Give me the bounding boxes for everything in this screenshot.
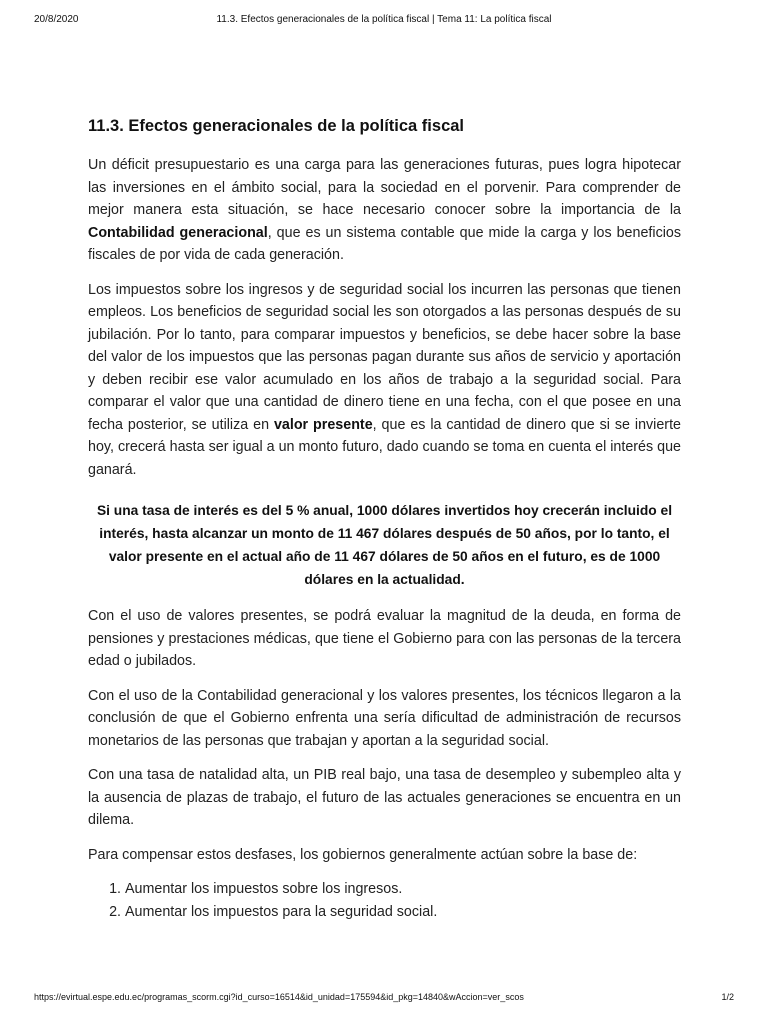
paragraph-conclusion: Con el uso de la Contabilidad generacional y los valores presentes, los técnicos llegaron a la conclusión de que el Gobierno enfrenta una sería dificultad de administración de recursos monetarios de las personas que trabajan y aportan a la seguridad social. [88,687,681,749]
paragraph-taxes-text-b: , que es la cantidad de dinero que si se invierte hoy, crecerá hasta ser igual a un monto futuro, dado cuando se toma en cuenta el interés que ganará. [88,416,681,478]
print-page-title: 11.3. Efectos generacionales de la política fiscal | Tema 11: La política fiscal [216,14,552,25]
paragraph-taxes [88,279,681,482]
paragraph-intro-text-b: , que es un sistema contable que mide la carga y los beneficios fiscales de por vida de cada generación. [88,224,681,263]
paragraph-present-values: Con el uso de valores presentes, se podrá evaluar la magnitud de la deuda, en forma de pensiones y prestaciones médicas, que tiene el Gobierno para con las personas de la tercera edad o jubilados. [88,608,681,669]
article-heading: 11.3. Efectos generacionales de la política fiscal [88,117,465,135]
print-date: 20/8/2020 [34,14,79,25]
term-valor-presente: valor presente [273,416,373,433]
paragraph-compensation: Para compensar estos desfases, los gobiernos generalmente actúan sobre la base de: [88,846,638,863]
list-item: 2. Aumentar los impuestos para la seguridad social. [125,901,681,924]
list-item: 1. Aumentar los impuestos sobre los ingresos. [125,878,681,901]
highlight-example: Si una tasa de interés es del 5 % anual, 1000 dólares invertidos hoy crecerán incluido el interés, hasta alcanzar un monto de 11 467 dólares después de 50 años, por lo tanto, el valor presente en el actual año de 11 467 dólares de 50 años en el futuro, es de 1000 dólares en la actualidad. [96,503,673,587]
page-url: https://evirtual.espe.edu.ec/programas_scorm.cgi?id_curso=16514&id_unidad=175594&id_pkg=14840&wAccion=ver_scos [34,992,524,1002]
print-header [34,14,734,28]
print-footer [34,992,734,1006]
measures-list [88,878,681,923]
paragraph-dilemma: Con una tasa de natalidad alta, un PIB real bajo, una tasa de desempleo y subempleo alta y la ausencia de plazas de trabajo, el futuro de las actuales generaciones se encuentra en un dilema. [88,767,681,828]
page-number: 1/2 [721,992,734,1002]
paragraph-intro-text-a: Un déficit presupuestario es una carga para las generaciones futuras, pues logra hipotecar las inversiones en el ámbito social, para la sociedad en el porvenir. Para comprender de mejor manera esta situación, se hace necesario conocer sobre la importancia de la [88,157,681,218]
paragraph-taxes-text-a: Los impuestos sobre los ingresos y de seguridad social los incurren las personas que tienen empleos. Los beneficios de seguridad social les son otorgados a las personas después de su jubilación. Por lo tanto, para comparar impuestos y beneficios, se debe hacer sobre la base del valor de los impuestos que las personas pagan durante sus años de servicio y aportación y deben recibir ese valor acumulado en los años de trabajo a la seguridad social. Para comparar el valor que una cantidad de dinero tiene en una fecha, con el que posee en una fecha posterior, se utiliza en [88,281,681,433]
article-content [88,114,681,923]
paragraph-intro [88,154,681,267]
term-contabilidad-generacional: Contabilidad generacional [88,224,268,241]
